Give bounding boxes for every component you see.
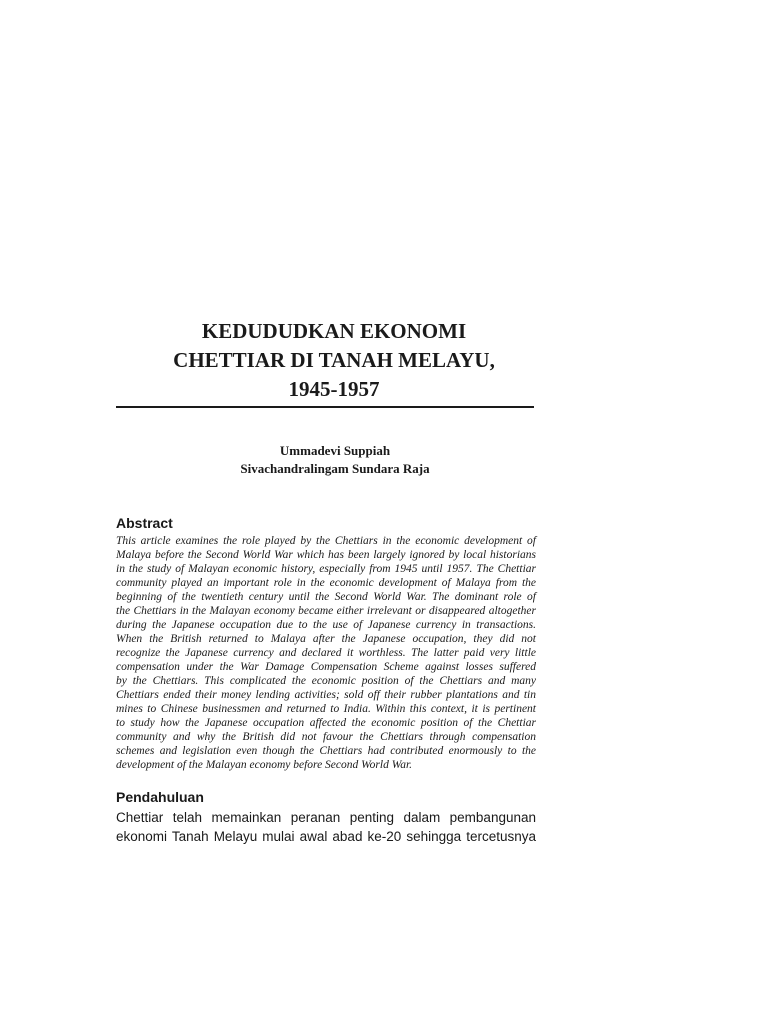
introduction-heading: Pendahuluan [116, 789, 204, 805]
abstract-line: the Chettiars in the Malayan economy became either irrelevant or disappeared altogether [116, 605, 536, 617]
body-line: Chettiar telah memainkan peranan penting dalam pembangunan [116, 810, 536, 825]
abstract-line: during the Japanese occupation due to the use of Japanese currency in transactions. [116, 619, 536, 631]
page-title-line-1: KEDUDUDKAN EKONOMI [201, 319, 467, 343]
abstract-line: in the study of Malayan economic history, especially from 1945 until 1957. The Chettiar [116, 563, 536, 575]
abstract-line: Malaya before the Second World War which has been largely ignored by local historians [116, 549, 536, 561]
author-name: Ummadevi Suppiah [279, 443, 391, 458]
title-divider [116, 406, 534, 408]
abstract-line: community played an important role in the economic development of Malaya from the [116, 577, 536, 589]
page-title-line-2: CHETTIAR DI TANAH MELAYU, [173, 348, 495, 372]
abstract-heading: Abstract [116, 515, 173, 531]
abstract-line: mines to Chinese businessmen and returned to India. Within this context, it is pertinent [116, 703, 536, 715]
abstract-line: schemes and legislation even though the Chettiars had contributed enormously to the [116, 745, 536, 757]
abstract-line: When the British returned to Malaya after the Japanese occupation, they did not [116, 633, 536, 645]
abstract-line: compensation under the War Damage Compensation Scheme against losses suffered [116, 661, 536, 673]
abstract-line: development of the Malayan economy before Second World War. [116, 759, 413, 771]
abstract-line: beginning of the twentieth century until the Second World War. The dominant role of [116, 591, 536, 603]
abstract-line: recognize the Japanese currency and declared it worthless. The latter paid very little [116, 647, 536, 659]
abstract-line: by the Chettiars. This complicated the economic position of the Chettiars and many [116, 675, 536, 687]
abstract-line: to study how the Japanese occupation affected the economic position of the Chettiar [116, 717, 536, 729]
body-line: ekonomi Tanah Melayu mulai awal abad ke-20 sehingga tercetusnya [116, 829, 536, 844]
abstract-line: Chettiars ended their money lending activities; sold off their rubber plantations and tin [116, 689, 536, 701]
page-title-line-3: 1945-1957 [288, 377, 380, 401]
author-name: Sivachandralingam Sundara Raja [240, 461, 430, 476]
abstract-line: community and why the British did not favour the Chettiars through compensation [116, 731, 536, 743]
abstract-line: This article examines the role played by the Chettiars in the economic development of [116, 535, 536, 547]
